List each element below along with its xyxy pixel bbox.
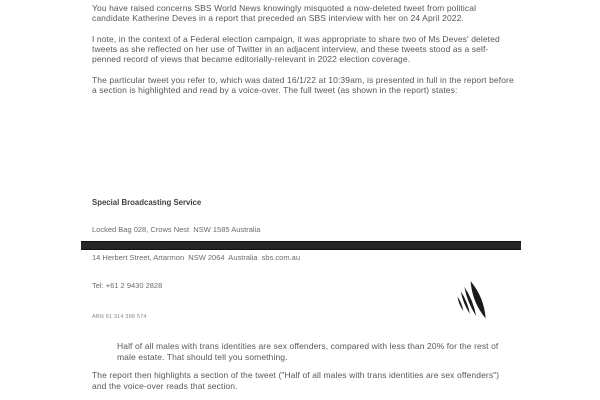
letter-body [92,3,514,106]
phone-number: Tel: +61 2 9430 2828 [92,281,163,291]
paragraph-context: I note, in the context of a Federal election campaign, it was appropriate to share two of Ms Deves' deleted tweets as she reflected on her use of Twitter in an adjacent interview, and these tweets stood as a self-penned record of views that became editorially-relevant in 2022 election coverage. [92,34,500,64]
org-name: Special Broadcasting Service [92,197,202,207]
sbs-mercator-logo-icon [452,280,496,326]
paragraph-highlight-section: The report then highlights a section of the tweet ("Half of all males with trans identities are sex offenders") and the voice-over reads that section. [92,370,500,391]
address-line-1: Locked Bag 028, Crows Nest NSW 1585 Australia [92,225,261,235]
sender-address-block [92,179,412,341]
tweet-quote: Half of all males with trans identities are sex offenders, compared with less than 20% for the rest of male estate. That should tell you something. [117,341,499,362]
page-divider-bar [81,241,521,250]
abn-number: ABN 91 314 398 574 [92,314,147,321]
address-line-2: 14 Herbert Street, Artarmon NSW 2064 Australia sbs.com.au [92,253,301,263]
paragraph-concerns: You have raised concerns SBS World News knowingly misquoted a now-deleted tweet from political candidate Katherine Deves in a report that preceded an SBS interview with her on 24 April 2022. [92,3,477,23]
paragraph-tweet-presented: The particular tweet you refer to, which was dated 16/1/22 at 10:39am, is presented in full in the report before a section is highlighted and read by a voice-over. The full tweet (as shown in the report) states: [92,75,514,95]
